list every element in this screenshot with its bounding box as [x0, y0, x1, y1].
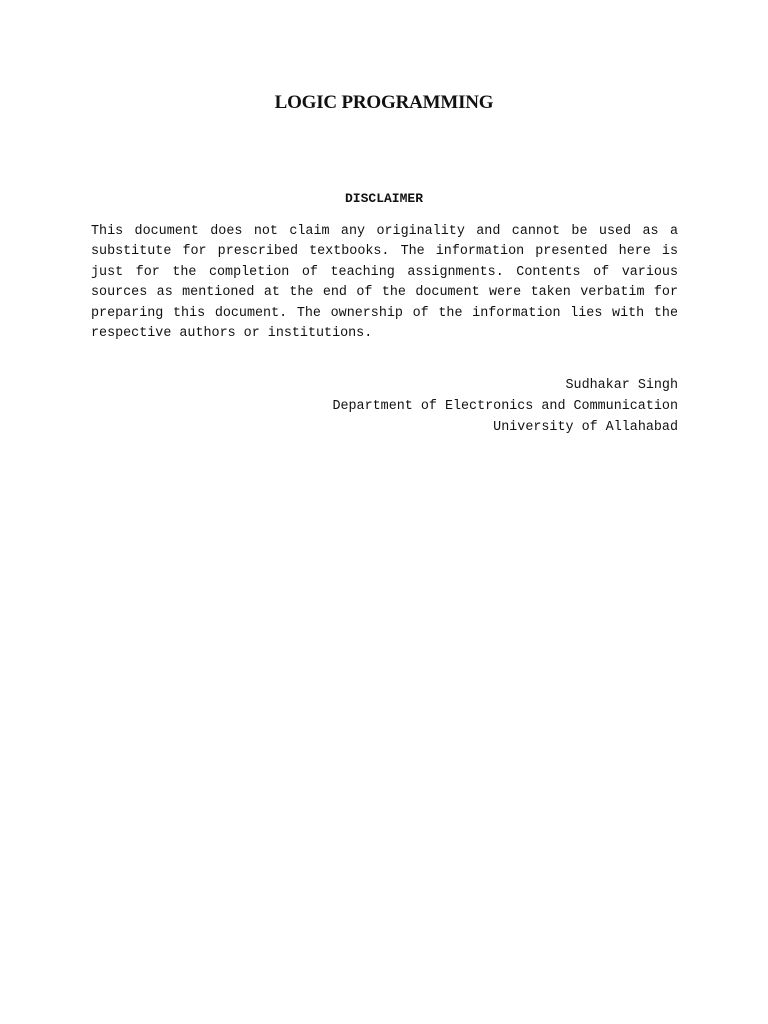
signature-block: [91, 376, 678, 438]
author-university: University of Allahabad: [493, 419, 678, 435]
author-department: Department of Electronics and Communication: [332, 398, 678, 414]
disclaimer-paragraph: This document does not claim any originality and cannot be used as a substitute for prescribed textbooks. The information presented here is just for the completion of teaching assignments. Contents of various sources as mentioned at the end of the document were taken verbatim for preparing this document. The ownership of the information lies with the respective authors or institutions.: [91, 224, 678, 342]
document-title: LOGIC PROGRAMMING: [274, 92, 494, 113]
disclaimer-heading: DISCLAIMER: [344, 191, 423, 206]
author-name: Sudhakar Singh: [565, 378, 678, 393]
